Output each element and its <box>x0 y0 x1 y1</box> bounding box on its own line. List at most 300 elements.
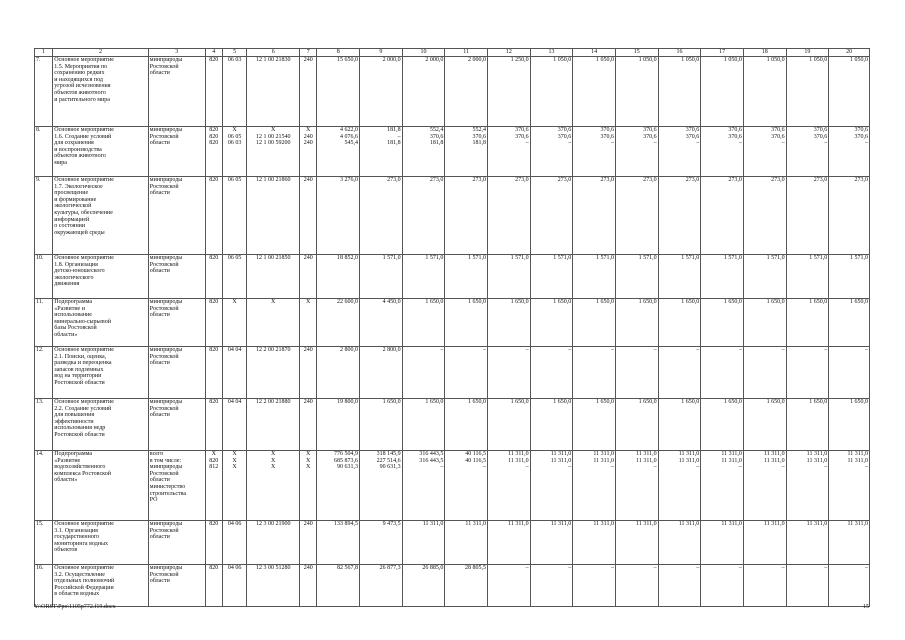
executor-line: минприроды <box>149 399 183 405</box>
amount-value: 1 050,0 <box>595 57 614 63</box>
activity-name-line: о состоянии <box>54 223 86 230</box>
year-amount <box>445 451 488 521</box>
amount-value: 11 311,0 <box>721 457 742 464</box>
section-code-line: 06 03 <box>227 140 242 147</box>
amount-value: 22 600,0 <box>337 299 359 305</box>
amount-value: 11 311,0 <box>806 451 828 457</box>
year-amount <box>360 57 403 127</box>
amount-value: – <box>696 347 700 353</box>
year-amount <box>701 177 744 255</box>
amount-value: 1 650,0 <box>595 299 614 305</box>
executor-line: области <box>149 140 170 147</box>
amount-value: 1 650,0 <box>467 399 486 405</box>
table-row <box>35 177 870 255</box>
grbs-code <box>205 127 222 177</box>
section-code-line: 04 04 <box>227 347 242 353</box>
activity-name-line: «Развитие и <box>54 305 85 312</box>
expense-type-code <box>300 177 317 255</box>
expense-type-code <box>300 347 317 399</box>
expense-type-code <box>300 299 317 347</box>
column-number-header: 9 <box>360 49 403 57</box>
year-amount <box>402 347 445 399</box>
amount-value: 1 650,0 <box>553 299 572 305</box>
activity-name <box>53 177 148 255</box>
amount-value: 1 050,0 <box>766 57 785 63</box>
year-amount <box>743 57 786 127</box>
amount-value: 370,6 <box>813 133 828 140</box>
amount-value: – <box>525 464 529 471</box>
expense-type-code <box>300 255 317 299</box>
expense-type-code-line: Х <box>306 464 311 471</box>
amount-value: 1 050,0 <box>638 57 657 63</box>
year-amount <box>530 399 573 451</box>
amount-value: 1 571,0 <box>638 255 657 261</box>
column-number-header: 15 <box>615 49 658 57</box>
year-amount <box>487 451 530 521</box>
year-amount <box>615 255 658 299</box>
grbs-code-line: 820 <box>209 140 219 147</box>
amount-value: 370,6 <box>429 133 444 140</box>
year-amount <box>615 299 658 347</box>
activity-name <box>53 521 148 565</box>
activity-name-line: Основное мероприятие <box>54 347 114 353</box>
year-amount <box>786 451 829 521</box>
year-amount <box>360 565 403 607</box>
column-number-header: 10 <box>402 49 445 57</box>
year-amount <box>360 451 403 521</box>
activity-name-line: базы Ростовской <box>54 325 97 332</box>
amount-value: 11 311,0 <box>593 521 614 527</box>
activity-name-line: комплекса Ростовской <box>54 470 111 477</box>
amount-value: 11 311,0 <box>508 521 529 527</box>
amount-value: 11 311,0 <box>636 457 657 464</box>
amount-value: – <box>440 464 444 471</box>
year-amount <box>573 451 616 521</box>
amount-value: 1 650,0 <box>809 299 828 305</box>
year-amount <box>360 521 403 565</box>
amount-value: – <box>482 347 486 353</box>
year-amount <box>530 347 573 399</box>
activity-name <box>53 127 148 177</box>
executor-group <box>150 177 204 197</box>
activity-name-line: Ростовской области <box>54 379 105 386</box>
year-amount <box>786 399 829 451</box>
year-amount <box>360 347 403 399</box>
total-amount <box>317 451 360 521</box>
grbs-code-line: 820 <box>209 399 219 405</box>
target-article-code-line: Х <box>271 451 276 457</box>
total-amount <box>317 177 360 255</box>
amount-value: – <box>696 140 700 147</box>
amount-value: – <box>610 565 614 571</box>
amount-value: 370,6 <box>643 127 657 133</box>
amount-value: 370,6 <box>685 133 700 140</box>
amount-value: 18 852,0 <box>337 255 359 261</box>
expense-type-code <box>300 521 317 565</box>
year-amount <box>786 255 829 299</box>
activity-name-line: угрозой исчезновения <box>54 83 111 90</box>
year-amount <box>829 347 870 399</box>
year-amount <box>487 177 530 255</box>
year-amount <box>615 399 658 451</box>
amount-value: 1 571,0 <box>766 255 785 261</box>
year-amount <box>615 127 658 177</box>
amount-value: 133 894,5 <box>334 521 359 527</box>
amount-value: 370,6 <box>643 133 657 140</box>
year-amount <box>402 177 445 255</box>
activity-name-line: и воспроизводства <box>54 146 102 153</box>
executor-line: минприроды <box>149 521 183 527</box>
amount-value: 316 443,5 <box>419 457 444 464</box>
year-amount <box>701 521 744 565</box>
amount-value: 11 311,0 <box>678 451 700 457</box>
grbs-code-line: 820 <box>209 565 219 571</box>
row-number: 11. <box>35 299 53 347</box>
amount-value: 370,6 <box>600 133 614 140</box>
amount-value: 11 311,0 <box>806 457 828 464</box>
column-number-header: 12 <box>487 49 530 57</box>
section-code-line: 06 05 <box>227 255 242 261</box>
expense-type-code <box>300 451 317 521</box>
amount-value: 273,0 <box>854 177 868 183</box>
year-amount <box>658 127 701 177</box>
amount-value: 273,0 <box>515 177 529 183</box>
year-amount <box>402 521 445 565</box>
grbs-code <box>205 521 222 565</box>
executor <box>148 347 205 399</box>
expense-type-code <box>300 399 317 451</box>
year-amount <box>615 347 658 399</box>
grbs-code <box>205 255 222 299</box>
amount-value: 1 650,0 <box>382 399 401 405</box>
activity-name <box>53 451 148 521</box>
executor-line: минприроды <box>149 127 183 133</box>
executor-line: области <box>149 578 170 585</box>
amount-value: – <box>610 464 614 471</box>
executor <box>148 177 205 255</box>
table-row <box>35 57 870 127</box>
amount-value: 1 571,0 <box>553 255 572 261</box>
amount-value: 40 116,5 <box>465 457 486 464</box>
year-amount <box>786 177 829 255</box>
amount-value: 1 650,0 <box>553 399 572 405</box>
year-amount <box>615 177 658 255</box>
amount-value: – <box>738 347 742 353</box>
activity-name-line: эффективности <box>54 418 94 425</box>
amount-value: – <box>653 565 657 571</box>
year-amount <box>487 399 530 451</box>
amount-value: 1 650,0 <box>638 299 657 305</box>
amount-value: 1 571,0 <box>681 255 700 261</box>
executor-line: области <box>149 190 170 197</box>
activity-name-line: и растительного мира <box>54 96 110 103</box>
executor-line: Ростовской <box>149 63 179 70</box>
target-article-code-line: Х <box>271 457 276 464</box>
section-code-line: Х <box>232 464 237 471</box>
amount-value: – <box>568 565 572 571</box>
amount-value: – <box>865 347 868 353</box>
amount-value: 181,8 <box>387 127 401 133</box>
year-amount <box>829 255 870 299</box>
executor-line: министерство <box>149 483 186 490</box>
amount-value: 9 473,5 <box>382 521 401 527</box>
amount-value: 552,4 <box>429 127 444 133</box>
year-amount <box>743 565 786 607</box>
amount-value: 1 050,0 <box>681 57 700 63</box>
year-amount <box>487 565 530 607</box>
amount-value: 370,6 <box>728 127 742 133</box>
executor-line: строительства <box>149 490 187 497</box>
amount-value: 1 650,0 <box>723 299 742 305</box>
amount-value: 370,6 <box>771 133 785 140</box>
year-amount <box>360 127 403 177</box>
year-amount <box>445 255 488 299</box>
amount-value: 11 311,0 <box>422 521 444 527</box>
year-amount <box>658 399 701 451</box>
year-amount <box>829 399 870 451</box>
target-article-code <box>247 399 300 451</box>
column-number-header: 8 <box>317 49 360 57</box>
amount-value: 370,6 <box>557 133 572 140</box>
activity-name-line: 3.1. Организация <box>54 527 98 534</box>
executor-line: всего <box>149 451 164 457</box>
activity-name-line: просвещение <box>54 190 89 197</box>
total-amount <box>317 299 360 347</box>
year-amount <box>701 255 744 299</box>
amount-value: – <box>696 565 700 571</box>
expense-type-code <box>300 127 317 177</box>
total-amount <box>317 57 360 127</box>
amount-value: 11 311,0 <box>847 521 868 527</box>
executor <box>148 565 205 607</box>
table-row <box>35 565 870 607</box>
executor-group <box>150 451 204 464</box>
grbs-code-line: 820 <box>209 299 219 305</box>
year-amount <box>445 347 488 399</box>
year-amount <box>573 177 616 255</box>
amount-value: 1 650,0 <box>766 399 785 405</box>
year-amount <box>487 521 530 565</box>
amount-value: 273,0 <box>429 177 444 183</box>
table-row <box>35 347 870 399</box>
amount-value: 181,8 <box>429 140 444 147</box>
expense-type-code-line: Х <box>306 457 311 464</box>
year-amount <box>402 255 445 299</box>
year-amount <box>786 521 829 565</box>
column-number-header: 14 <box>573 49 616 57</box>
amount-value: 316 443,5 <box>419 451 444 457</box>
year-amount <box>445 177 488 255</box>
amount-value: 273,0 <box>643 177 657 183</box>
grbs-code-line: 820 <box>209 177 219 183</box>
amount-value: 1 650,0 <box>425 399 444 405</box>
amount-value: 685 873,6 <box>334 457 359 464</box>
year-amount <box>487 255 530 299</box>
activity-name-line: запасов подземных <box>54 366 104 373</box>
activity-name-line: для повышения <box>54 412 95 419</box>
target-article-code <box>247 57 300 127</box>
activity-name-line: разведка и переоценка <box>54 360 112 367</box>
activity-name-line: Ростовской области <box>54 431 105 438</box>
amount-value: 11 311,0 <box>764 521 785 527</box>
amount-value: 11 311,0 <box>550 451 572 457</box>
amount-value: 1 050,0 <box>809 57 828 63</box>
amount-value: 273,0 <box>728 177 742 183</box>
year-amount <box>402 399 445 451</box>
table-header-row <box>35 49 870 57</box>
amount-value: – <box>525 140 529 147</box>
amount-value: – <box>610 140 614 147</box>
section-code-line: 04 06 <box>227 521 242 527</box>
target-article-code-line: Х <box>271 127 276 133</box>
expense-type-code-line: 240 <box>303 57 313 63</box>
executor-line: области <box>149 70 170 77</box>
year-amount <box>658 255 701 299</box>
year-amount <box>445 565 488 607</box>
amount-value: – <box>781 464 785 471</box>
year-amount <box>615 565 658 607</box>
year-amount <box>530 451 573 521</box>
activity-name-line: 2.2. Создание условий <box>54 405 112 412</box>
amount-value: 1 050,0 <box>723 57 742 63</box>
amount-value: 1 571,0 <box>382 255 401 261</box>
executor-line: Ростовской <box>149 571 179 578</box>
activity-name-line: Основное мероприятие <box>54 521 114 527</box>
grbs-code <box>205 177 222 255</box>
amount-value: 273,0 <box>472 177 486 183</box>
executor-group <box>150 299 204 319</box>
amount-value: 11 311,0 <box>721 451 742 457</box>
target-article-code-line: 12 1 00 59200 <box>255 140 291 147</box>
year-amount <box>743 177 786 255</box>
executor <box>148 57 205 127</box>
year-amount <box>573 347 616 399</box>
target-article-code <box>247 177 300 255</box>
activity-name-line: использования недр <box>54 425 106 432</box>
year-amount <box>786 57 829 127</box>
activity-name-line: Основное мероприятие <box>54 127 114 133</box>
amount-value: 370,6 <box>600 127 614 133</box>
executor-line: минприроды <box>149 565 183 571</box>
activity-name-line: экологической <box>54 203 92 210</box>
amount-value: 26 877,3 <box>379 565 401 571</box>
amount-value: 1 571,0 <box>809 255 828 261</box>
executor-line: минприроды <box>149 299 183 305</box>
target-article-code <box>247 451 300 521</box>
activity-name-line: 3.2. Осуществление <box>54 571 105 578</box>
target-article-code-line: 12 2 00 21880 <box>255 399 291 405</box>
amount-value: – <box>824 565 828 571</box>
amount-value: 2 000,0 <box>382 57 401 63</box>
amount-value: 1 650,0 <box>850 399 868 405</box>
year-amount <box>786 127 829 177</box>
year-amount <box>829 299 870 347</box>
amount-value: 26 885,0 <box>422 565 444 571</box>
total-amount <box>317 399 360 451</box>
amount-value: 1 571,0 <box>850 255 868 261</box>
amount-value: 1 650,0 <box>809 399 828 405</box>
amount-value: 1 571,0 <box>467 255 486 261</box>
year-amount <box>445 57 488 127</box>
amount-value: 370,6 <box>515 133 529 140</box>
activity-name <box>53 347 148 399</box>
executor-line: Ростовской <box>149 183 179 190</box>
target-article-code-line: 12 3 00 51280 <box>255 565 291 571</box>
expense-type-code-line: 240 <box>303 140 313 147</box>
section-code <box>222 57 246 127</box>
amount-value: 82 567,8 <box>337 565 359 571</box>
amount-value: 1 650,0 <box>681 299 700 305</box>
year-amount <box>743 347 786 399</box>
grbs-code-line: Х <box>211 451 216 457</box>
target-article-code <box>247 347 300 399</box>
activity-name-line: 1.7. Экологическое <box>54 183 103 190</box>
activity-name-line: для сохранения <box>54 140 94 147</box>
amount-value: – <box>824 347 828 353</box>
amount-value: 1 050,0 <box>850 57 868 63</box>
amount-value: – <box>653 464 657 471</box>
row-number: 16. <box>35 565 53 607</box>
year-amount <box>658 177 701 255</box>
amount-value: 28 805,5 <box>464 565 486 571</box>
activity-name-line: 1.8. Организация <box>54 261 98 268</box>
target-article-code-line: 12 2 00 21870 <box>255 347 291 353</box>
amount-value: 318 145,9 <box>376 451 401 457</box>
executor <box>148 255 205 299</box>
table-row <box>35 521 870 565</box>
grbs-code-line: 820 <box>209 255 219 261</box>
grbs-code-line: 820 <box>209 457 219 464</box>
year-amount <box>786 347 829 399</box>
year-amount <box>445 521 488 565</box>
grbs-code-line: 812 <box>209 464 219 471</box>
year-amount <box>573 127 616 177</box>
activity-name-line: Подпрограмма <box>54 451 93 457</box>
amount-value: – <box>525 565 529 571</box>
row-number: 13. <box>35 399 53 451</box>
year-amount <box>701 347 744 399</box>
table-row <box>35 451 870 521</box>
year-amount <box>530 255 573 299</box>
year-amount <box>615 57 658 127</box>
target-article-code <box>247 255 300 299</box>
executor-group <box>150 57 204 77</box>
year-amount <box>615 521 658 565</box>
year-amount <box>743 255 786 299</box>
column-number-header: 3 <box>148 49 205 57</box>
executor-line: минприроды <box>149 255 183 261</box>
executor-line: области <box>149 534 170 541</box>
table-row <box>35 399 870 451</box>
grbs-code <box>205 57 222 127</box>
section-code <box>222 299 246 347</box>
section-code <box>222 255 246 299</box>
amount-value: 273,0 <box>557 177 572 183</box>
amount-value: 273,0 <box>387 177 401 183</box>
year-amount <box>402 127 445 177</box>
year-amount <box>701 57 744 127</box>
executor-line: минприроды <box>149 464 183 471</box>
amount-value: 370,6 <box>771 127 785 133</box>
amount-value: 2 800,0 <box>382 347 401 353</box>
amount-value: 1 650,0 <box>681 399 700 405</box>
section-code-line: 06 05 <box>227 177 242 183</box>
row-number: 10. <box>35 255 53 299</box>
executor-group <box>150 399 204 419</box>
total-amount <box>317 127 360 177</box>
amount-value: 11 311,0 <box>847 457 868 464</box>
amount-value: 11 311,0 <box>550 521 572 527</box>
